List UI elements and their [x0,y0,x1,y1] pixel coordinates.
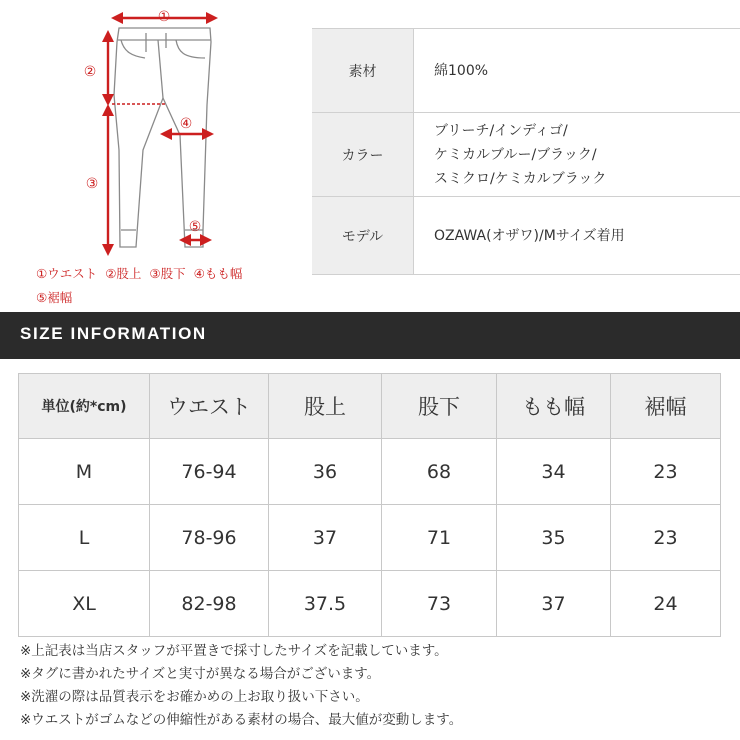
note-line: ※タグに書かれたサイズと実寸が異なる場合がございます。 [20,666,381,682]
size-table-header [19,374,721,439]
spec-row-color [312,113,740,197]
header-inseam: 股下 [382,374,497,439]
marker-2: ② [83,64,97,80]
table-cell: 23 [611,439,721,505]
table-cell: 71 [382,505,497,571]
size-label: XL [19,571,150,637]
table-cell: 35 [497,505,611,571]
table-cell: 76-94 [150,439,269,505]
pants-illustration [0,0,300,262]
header-rise: 股上 [269,374,382,439]
note-line: ※洗濯の際は品質表示をお確かめの上お取り扱い下さい。 [20,689,369,705]
size-table [18,373,721,637]
table-row [19,505,721,571]
marker-3: ③ [85,176,99,192]
size-information-banner [0,312,740,359]
legend-inseam: ③股下 [149,266,186,281]
table-cell: 73 [382,571,497,637]
note-line: ※上記表は当店スタッフが平置きで採寸したサイズを記載しています。 [20,643,448,659]
banner-title: SIZE INFORMATION [20,324,207,343]
table-cell: 23 [611,505,721,571]
table-cell: 24 [611,571,721,637]
table-cell: 37.5 [269,571,382,637]
spec-value-line: 綿100% [434,62,489,79]
spec-row-material [312,29,740,113]
spec-value-line: ケミカルブルー/ブラック/ [434,146,597,163]
spec-label: モデル [312,197,414,275]
table-cell: 82-98 [150,571,269,637]
table-cell: 37 [497,571,611,637]
spec-table [312,28,740,275]
header-unit: 単位(約*cm) [19,374,150,439]
size-label: L [19,505,150,571]
header-waist: ウエスト [150,374,269,439]
note-line: ※ウエストがゴムなどの伸縮性がある素材の場合、最大値が変動します。 [20,712,463,728]
table-row [19,439,721,505]
spec-value [414,197,740,275]
legend-waist: ①ウエスト [36,266,98,281]
legend-rise: ②股上 [105,266,142,281]
header-thigh: もも幅 [497,374,611,439]
legend-thigh: ④もも幅 [193,266,243,281]
table-cell: 37 [269,505,382,571]
spec-label: カラー [312,113,414,197]
spec-value [414,29,740,113]
spec-value [414,113,740,197]
table-row [19,571,721,637]
spec-value-line: OZAWA(オザワ)/Mサイズ着用 [434,227,625,244]
header-hem: 裾幅 [611,374,721,439]
legend-hem: ⑤裾幅 [36,290,73,305]
marker-5: ⑤ [188,219,202,235]
spec-value-line: スミクロ/ケミカルブラック [434,170,607,187]
table-cell: 68 [382,439,497,505]
table-cell: 36 [269,439,382,505]
diagram-legend [36,262,246,310]
spec-value-line: ブリーチ/インディゴ/ [434,122,568,139]
table-cell: 78-96 [150,505,269,571]
spec-label: 素材 [312,29,414,113]
size-label: M [19,439,150,505]
marker-4: ④ [179,116,193,132]
marker-1: ① [157,9,171,25]
spec-row-model [312,197,740,275]
table-cell: 34 [497,439,611,505]
notes [20,640,462,732]
